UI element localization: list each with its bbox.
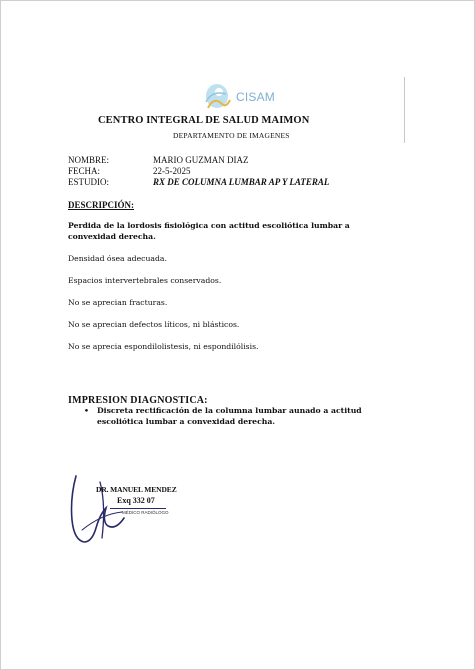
description-paragraph: No se aprecia espondilolistesis, ni espondilólisis. <box>68 341 259 351</box>
department-title: DEPARTAMENTO DE IMAGENES <box>173 131 290 140</box>
margin-marker <box>404 77 405 143</box>
handwritten-signature <box>62 468 142 550</box>
study-row <box>68 177 329 188</box>
description-paragraph: Espacios intervertebrales conservados. <box>68 275 222 285</box>
name-label: NOMBRE: <box>68 155 110 165</box>
bullet-icon: • <box>84 406 89 415</box>
clinic-title: CENTRO INTEGRAL DE SALUD MAIMON <box>98 115 310 126</box>
description-paragraph: No se aprecian defectos líticos, ni blásticos. <box>68 319 240 329</box>
patient-name-row <box>68 155 329 166</box>
logo-name: CISAM <box>236 90 276 104</box>
name-value: MARIO GUZMAN DIAZ <box>153 155 249 165</box>
doctor-role: MÉDICO RADIÓLOGO <box>122 510 169 515</box>
impression-list <box>68 406 368 427</box>
description-body <box>68 221 378 364</box>
description-heading: DESCRIPCIÓN: <box>68 200 135 210</box>
patient-info <box>68 155 329 187</box>
description-paragraph: Densidad ósea adecuada. <box>68 253 167 263</box>
impression-heading: IMPRESION DIAGNOSTICA: <box>68 395 208 406</box>
impression-item-text: Discreta rectificación de la columna lumbar aunado a actitud escoliótica lumbar a convexidad derecha. <box>97 406 362 426</box>
study-value: RX DE COLUMNA LUMBAR AP Y LATERAL <box>153 176 330 187</box>
impression-item <box>68 406 368 427</box>
doctor-license: Exq 332 07 <box>117 496 155 505</box>
description-paragraph: Perdida de la lordosis fisiológica con actitud escoliótica lumbar a convexidad derecha. <box>68 221 350 241</box>
date-value: 22-5-2025 <box>153 165 191 176</box>
date-label: FECHA: <box>68 165 101 176</box>
doctor-name: DR. MANUEL MENDEZ <box>96 485 177 494</box>
study-label: ESTUDIO: <box>68 176 109 187</box>
signature-line <box>110 508 166 509</box>
description-paragraph: No se aprecian fracturas. <box>68 297 168 307</box>
date-row <box>68 166 329 177</box>
